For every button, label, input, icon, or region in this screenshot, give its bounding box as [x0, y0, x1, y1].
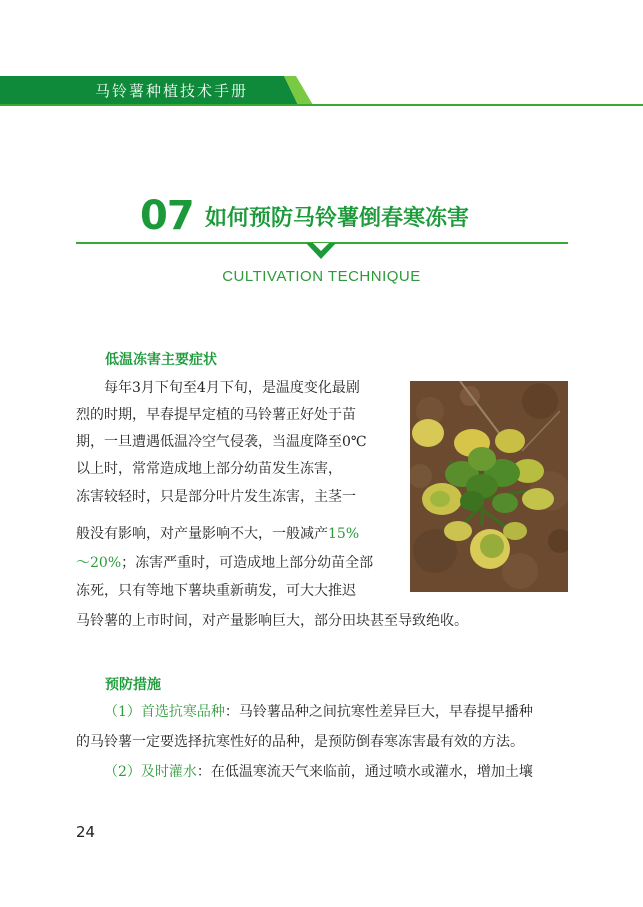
- paragraph-line: 烈的时期，早春提早定植的马铃薯正好处于苗: [76, 407, 356, 423]
- paragraph-line: 的马铃薯一定要选择抗寒性好的品种，是预防倒春寒冻害最有效的方法。: [76, 734, 524, 750]
- paragraph-line: 冻害较轻时，只是部分叶片发生冻害，主茎一: [76, 489, 356, 505]
- chapter-subtitle: CULTIVATION TECHNIQUE: [222, 268, 421, 285]
- down-arrow-icon: [306, 243, 336, 261]
- item-label: （1）首选抗寒品种: [104, 704, 225, 720]
- paragraph-line: [104, 702, 533, 722]
- chapter-title: 如何预防马铃薯倒春寒冻害: [205, 206, 470, 231]
- paragraph-line: [76, 524, 359, 544]
- paragraph-line: [76, 553, 373, 573]
- section-heading-symptoms: 低温冻害主要症状: [105, 352, 217, 368]
- highlight-value: 15%: [328, 526, 360, 542]
- paragraph-text: ：马铃薯品种之间抗寒性差异巨大，早春提早播种: [224, 704, 533, 720]
- paragraph-line: [104, 762, 533, 782]
- section-heading-prevention: 预防措施: [105, 677, 161, 693]
- highlight-value: ～20%: [76, 555, 122, 571]
- page-number: 24: [76, 823, 96, 841]
- chapter-number: 07: [140, 193, 194, 239]
- paragraph-text: 般没有影响，对产量影响不大，一般减产: [76, 526, 328, 542]
- paragraph-text: ：在低温寒流天气来临前，通过喷水或灌水，增加土壤: [196, 764, 533, 780]
- paragraph-text: ；冻害严重时，可造成地上部分幼苗全部: [121, 555, 374, 571]
- paragraph-line: 冻死，只有等地下薯块重新萌发，可大大推迟: [76, 583, 356, 599]
- paragraph-line: 马铃薯的上市时间，对产量影响巨大，部分田块甚至导致绝收。: [76, 613, 468, 629]
- header-title: 马铃薯种植技术手册: [95, 82, 249, 100]
- header-rule: [0, 104, 643, 106]
- paragraph-line: 期，一旦遭遇低温冷空气侵袭，当温度降至0℃: [76, 434, 367, 450]
- paragraph-line: 以上时，常常造成地上部分幼苗发生冻害，: [76, 461, 342, 477]
- paragraph-line: 每年3月下旬至4月下旬，是温度变化最剧: [104, 380, 360, 396]
- potato-seedling-photo: [410, 381, 568, 592]
- item-label: （2）及时灌水: [104, 764, 197, 780]
